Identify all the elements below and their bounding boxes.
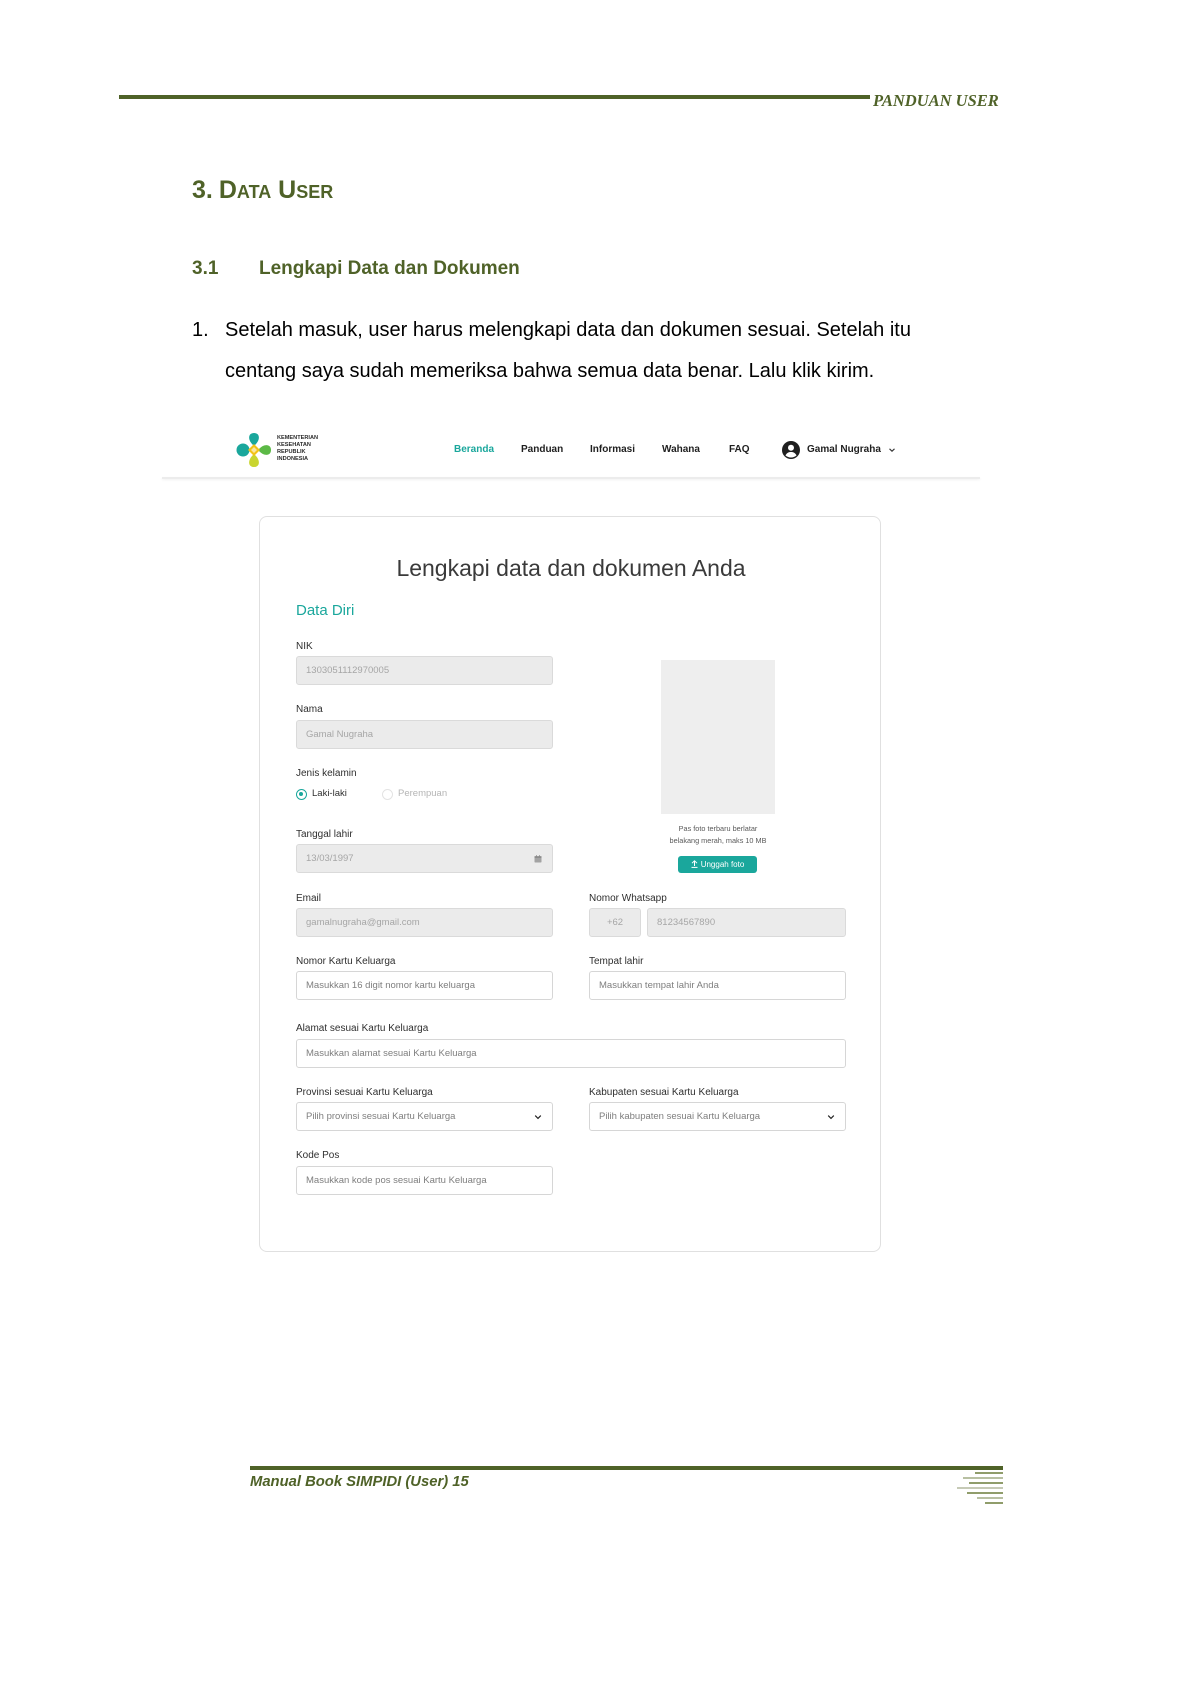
birth-date-field: [296, 844, 553, 873]
email-label: Email: [296, 893, 322, 904]
chevron-down-icon[interactable]: [888, 446, 896, 454]
nav-informasi[interactable]: Informasi: [590, 444, 636, 455]
photo-hint: [641, 823, 795, 847]
province-select[interactable]: [296, 1102, 553, 1131]
logo-wordmark: [277, 435, 318, 463]
calendar-icon: [534, 855, 542, 863]
logo-line: KESEHATAN: [277, 442, 311, 448]
birth-place-placeholder: Masukkan tempat lahir Anda: [599, 980, 719, 991]
section-data-diri: Data Diri: [296, 602, 355, 619]
email-value: gamalnugraha@gmail.com: [306, 917, 420, 928]
footer-decoration: [955, 1471, 1003, 1505]
subsection-number: 3.1: [192, 258, 219, 279]
radio-label-laki-laki[interactable]: Laki-laki: [312, 788, 347, 799]
nama-field: [296, 720, 553, 749]
subsection-title: Lengkapi Data dan Dokumen: [259, 258, 520, 279]
province-placeholder: Pilih provinsi sesuai Kartu Keluarga: [306, 1111, 456, 1122]
navbar-divider: [162, 477, 980, 479]
step-number: 1.: [192, 319, 209, 341]
postal-code-placeholder: Masukkan kode pos sesuai Kartu Keluarga: [306, 1175, 487, 1186]
section-title: Data User: [218, 176, 334, 204]
address-placeholder: Masukkan alamat sesuai Kartu Keluarga: [306, 1048, 477, 1059]
nik-value: 1303051112970005: [306, 665, 390, 676]
birth-place-input[interactable]: [589, 971, 846, 1000]
app-screenshot: [162, 423, 980, 1255]
chevron-down-icon: [534, 1113, 542, 1121]
nama-label: Nama: [296, 704, 323, 715]
province-label: Provinsi sesuai Kartu Keluarga: [296, 1087, 433, 1098]
header-rule: [119, 95, 870, 99]
nav-beranda[interactable]: Beranda: [454, 444, 495, 455]
section-heading: [192, 175, 333, 205]
photo-hint-line: belakang merah, maks 10 MB: [669, 836, 767, 845]
step-text-line: centang saya sudah memeriksa bahwa semua data benar. Lalu klik kirim.: [225, 360, 875, 382]
whatsapp-prefix-field: [589, 908, 641, 937]
nav-wahana[interactable]: Wahana: [662, 444, 700, 455]
upload-photo-label: Unggah foto: [700, 860, 745, 869]
user-circle-icon[interactable]: [782, 441, 800, 459]
nama-value: Gamal Nugraha: [306, 729, 374, 740]
kk-input[interactable]: [296, 971, 553, 1000]
regency-placeholder: Pilih kabupaten sesuai Kartu Keluarga: [599, 1111, 761, 1122]
birth-date-label: Tanggal lahir: [296, 829, 353, 840]
step-text-line: Setelah masuk, user harus melengkapi data dan dokumen sesuai. Setelah itu: [225, 319, 911, 341]
regency-label: Kabupaten sesuai Kartu Keluarga: [589, 1087, 739, 1098]
kk-label: Nomor Kartu Keluarga: [296, 956, 396, 967]
postal-code-input[interactable]: [296, 1166, 553, 1195]
whatsapp-label: Nomor Whatsapp: [589, 893, 667, 904]
footer-rule: [250, 1466, 1003, 1470]
logo-line: KEMENTERIAN: [277, 435, 319, 441]
form-card: [259, 516, 881, 1252]
section-number: 3.: [192, 176, 213, 204]
user-name[interactable]: Gamal Nugraha: [807, 444, 881, 455]
birth-date-value: 13/03/1997: [306, 853, 354, 864]
nav-faq[interactable]: FAQ: [729, 444, 750, 455]
upload-photo-button[interactable]: [678, 856, 757, 873]
chevron-down-icon: [827, 1113, 835, 1121]
form-title: Lengkapi data dan dokumen Anda: [396, 555, 746, 581]
radio-perempuan[interactable]: [382, 789, 393, 800]
nav-panduan[interactable]: Panduan: [521, 444, 564, 455]
nik-field: [296, 656, 553, 685]
header-title: PANDUAN USER: [873, 91, 999, 110]
logo-line: REPUBLIK: [277, 449, 306, 455]
radio-laki-laki[interactable]: [296, 789, 307, 800]
regency-select[interactable]: [589, 1102, 846, 1131]
address-input[interactable]: [296, 1039, 846, 1068]
whatsapp-prefix: +62: [606, 917, 624, 928]
upload-icon: [691, 860, 698, 868]
postal-code-label: Kode Pos: [296, 1150, 340, 1161]
birth-place-label: Tempat lahir: [589, 956, 644, 967]
photo-hint-line: Pas foto terbaru berlatar: [678, 824, 758, 833]
address-label: Alamat sesuai Kartu Keluarga: [296, 1023, 429, 1034]
whatsapp-number-field: [647, 908, 846, 937]
logo-line: INDONESIA: [277, 456, 309, 462]
gender-label: Jenis kelamin: [296, 768, 357, 779]
nik-label: NIK: [296, 641, 313, 652]
radio-label-perempuan[interactable]: Perempuan: [398, 788, 448, 799]
kemenkes-logo: [236, 432, 272, 468]
footer-text: Manual Book SIMPIDI (User) 15: [250, 1474, 469, 1490]
photo-placeholder: [661, 660, 775, 814]
whatsapp-number: 81234567890: [657, 917, 716, 928]
email-field: [296, 908, 553, 937]
kk-placeholder: Masukkan 16 digit nomor kartu keluarga: [306, 980, 475, 991]
